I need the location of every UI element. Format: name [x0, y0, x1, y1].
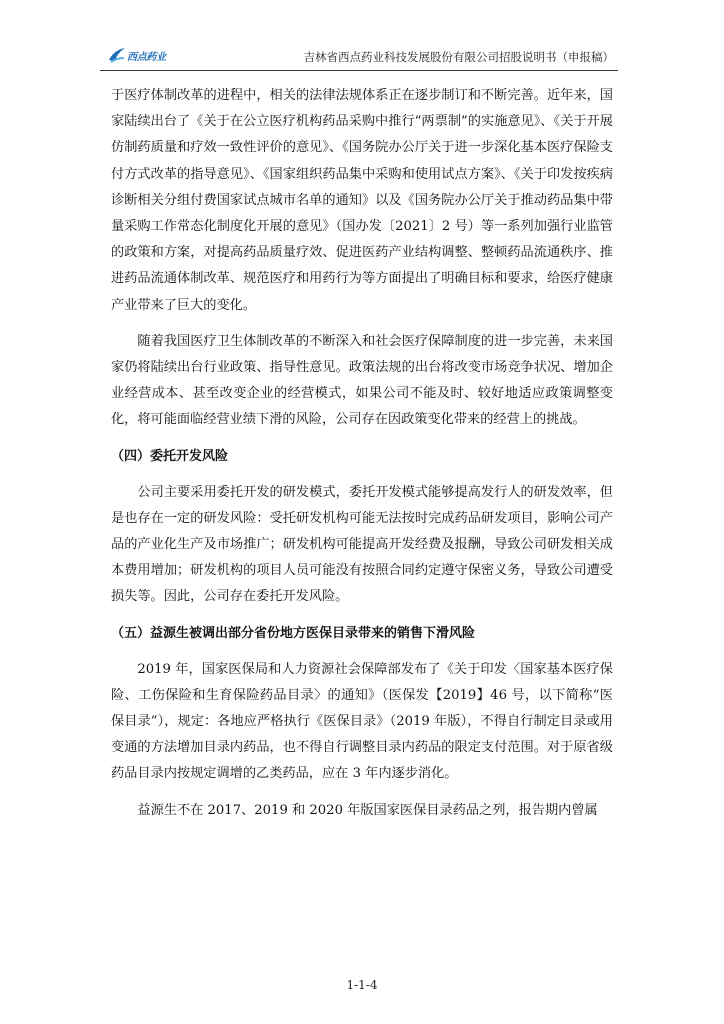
page-number: 1-1-4	[346, 978, 378, 992]
paragraph-policy-risk: 随着我国医疗卫生体制改革的不断深入和社会医疗保障制度的进一步完善，未来国家仍将陆续出台行业政策、指导性意见。政策法规的出台将改变市场竞争状况、增加企业经营成本、甚至改变企业的经营模式，如果公司不能及时、较好地适应政策调整变化，将可能面临经营业绩下滑的风险，公司存在因政策变化带来的经营上的挑战。	[111, 333, 613, 428]
document-title: 吉林省西点药业科技发展股份有限公司招股说明书（申报稿）	[303, 50, 614, 64]
section-heading-outsourced-development-risk: （四）委托开发风险	[111, 448, 229, 464]
page-header	[100, 40, 618, 71]
logo-mark-icon	[108, 46, 126, 64]
section-heading-medical-insurance-catalog-risk: （五）益源生被调出部分省份地方医保目录带来的销售下滑风险	[111, 625, 476, 641]
paragraph-policy-background: 于医疗体制改革的进程中，相关的法律法规体系正在逐步制订和不断完善。近年来，国家陆续出台了《关于在公立医疗机构药品采购中推行“两票制”的实施意见》、《关于开展仿制药质量和疗效一致性评价的意见》、《国务院办公厅关于进一步深化基本医疗保险支付方式改革的指导意见》、《国家组织药品集中采购和使用试点方案》、《关于印发按疾病诊断相关分组付费国家试点城市名单的通知》以及《国务院办公厅关于推动药品集中带量采购工作常态化制度化开展的意见》（国办发〔2021〕2 号）等一系列加强行业监管的政策和方案，对提高药品质量疗效、促进医药产业结构调整、整顿药品流通秩序、推进药品流通体制改革、规范医疗和用药行为等方面提出了明确目标和要求，给医疗健康产业带来了巨大的变化。	[111, 88, 613, 313]
document-body	[111, 83, 613, 834]
paragraph-outsourced-development: 公司主要采用委托开发的研发模式，委托开发模式能够提高发行人的研发效率，但是也存在一定的研发风险：受托研发机构可能无法按时完成药品研发项目，影响公司产品的产业化生产及市场推广；研发机构可能提高开发经费及报酬，导致公司研发相关成本费用增加；研发机构的项目人员可能没有按照合同约定遵守保密义务，导致公司遭受损失等。因此，公司存在委托开发风险。	[111, 484, 613, 605]
paragraph-yiyuansheng: 益源生不在 2017、2019 和 2020 年版国家医保目录药品之列，报告期内曾属	[137, 802, 598, 818]
paragraph-medical-insurance-catalog: 2019 年，国家医保局和人力资源社会保障部发布了《关于印发〈国家基本医疗保险、工伤保险和生育保险药品目录〉的通知》（医保发【2019】46 号，以下简称“医保目录”），规定：各地应严格执行《医保目录》（2019 年版），不得自行制定目录或用变通的方法增加目录内药品，也不得自行调整目录内药品的限定支付范围。对于原省级药品目录内按规定调增的乙类药品，应在 3 年内逐步消化。	[111, 661, 613, 782]
company-logo	[108, 44, 166, 66]
logo-text: 西点药业	[127, 51, 166, 63]
